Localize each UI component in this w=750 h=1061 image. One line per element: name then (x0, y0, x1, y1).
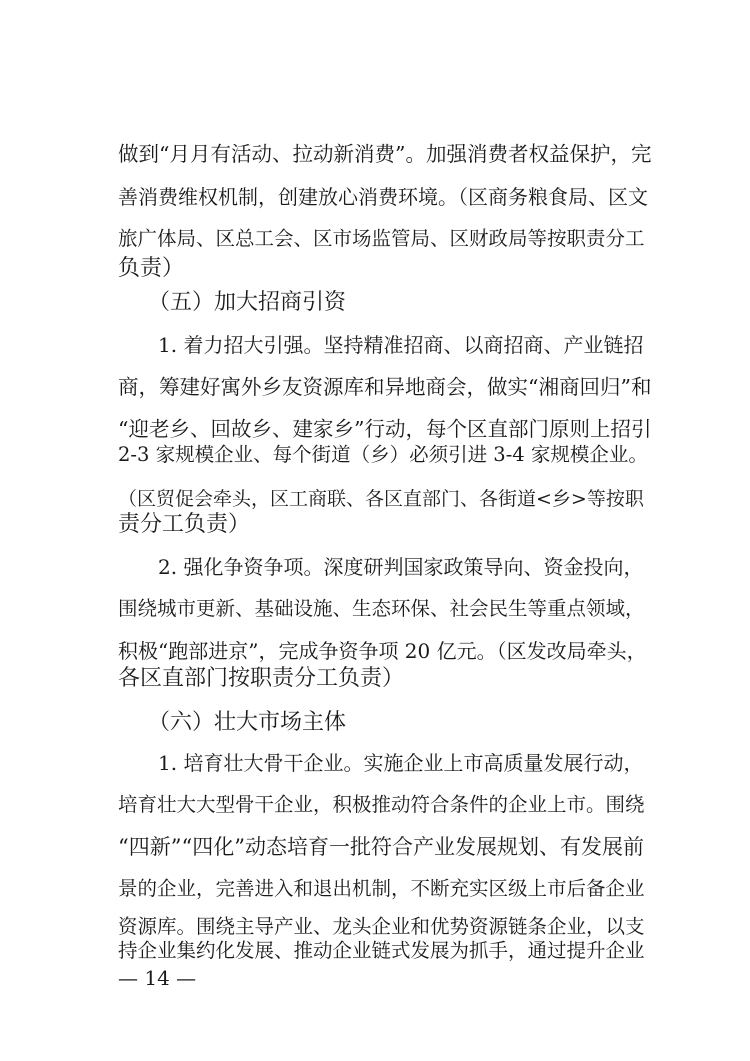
body-text-line: 各区直部门按职责分工负责） (118, 666, 405, 691)
body-text-line: 2. 强化争资争项。深度研判国家政策导向、资金投向， (158, 555, 644, 579)
section-heading-six: （六）壮大市场主体 (148, 710, 347, 735)
body-text-line: 1. 培育壮大骨干企业。实施企业上市高质量发展行动， (158, 751, 644, 775)
body-text-line: 2-3 家规模企业、每个街道（乡）必须引进 3-4 家规模企业。 (118, 443, 648, 466)
body-text-line: “四新”“四化”动态培育一批符合产业发展规划、有发展前 (118, 835, 644, 859)
body-text-line: 商，筹建好寓外乡友资源库和异地商会，做实“湘商回归”和 (118, 375, 652, 399)
body-text-line: 积极“跑部进京”，完成争资争项 20 亿元。（区发改局牵头， (118, 639, 647, 663)
body-text-line: 1. 着力招大引强。坚持精准招商、以商招商、产业链招 (158, 333, 644, 357)
body-text-line: 资源库。围绕主导产业、龙头企业和优势资源链条企业，以支 (118, 915, 645, 938)
body-text-line: 善消费维权机制，创建放心消费环境。（区商务粮食局、区文 (118, 185, 648, 209)
section-heading-five: （五）加大招商引资 (148, 290, 347, 315)
body-text-line: 围绕城市更新、基础设施、生态环保、社会民生等重点领域， (118, 597, 645, 620)
body-text-line: 培育壮大大型骨干企业，积极推动符合条件的企业上市。围绕 (118, 793, 645, 816)
body-text-line: 责分工负责） (118, 512, 251, 537)
body-text-line: 做到“月月有活动、拉动新消费”。加强消费者权益保护，完 (118, 142, 652, 166)
page-number: — 14 — (118, 966, 197, 990)
body-text-line: 负责） (118, 256, 185, 281)
body-text-line: “迎老乡、回故乡、建家乡”行动，每个区直部门原则上招引 (118, 417, 652, 441)
body-text-line: （区贸促会牵头，区工商联、各区直部门、各街道<乡>等按职 (118, 488, 644, 510)
body-text-line: 景的企业，完善进入和退出机制，不断充实区级上市后备企业 (118, 877, 645, 900)
body-text-line: 持企业集约化发展、推动企业链式发展为抓手，通过提升企业 (118, 939, 645, 962)
body-text-line: 旅广体局、区总工会、区市场监管局、区财政局等按职责分工 (118, 227, 645, 250)
